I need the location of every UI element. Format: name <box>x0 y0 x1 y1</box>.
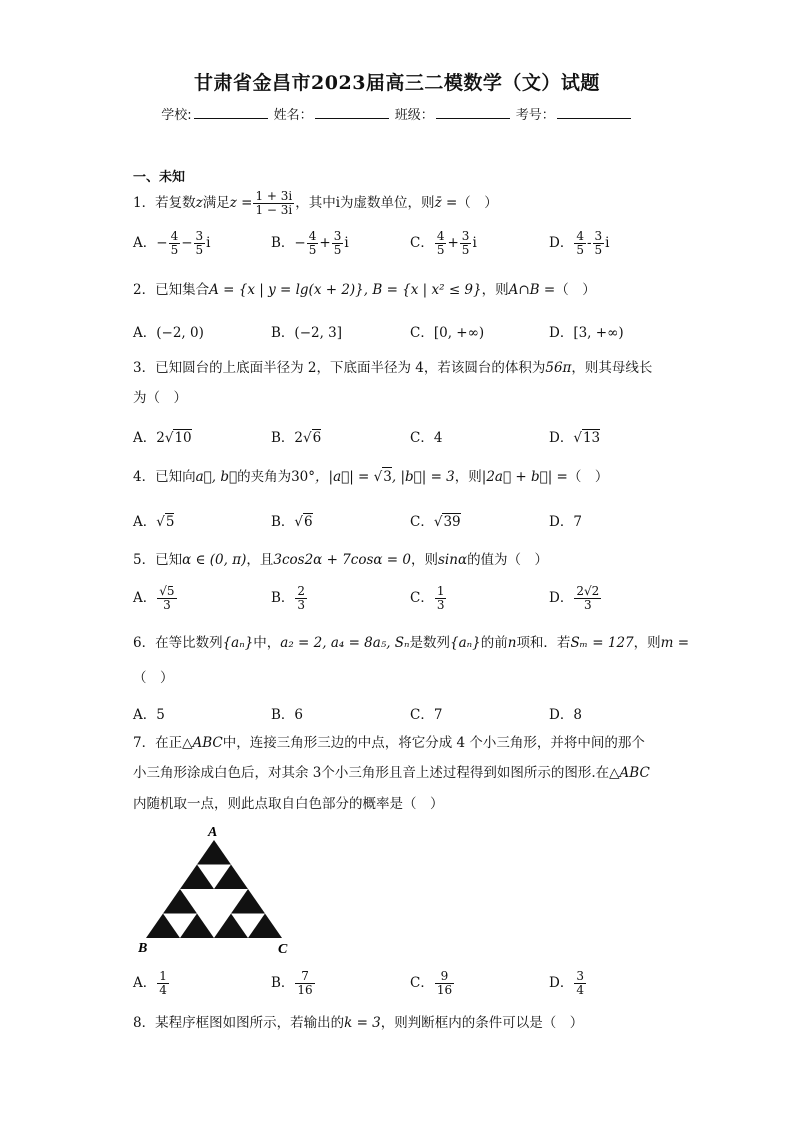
q1-denominator: 1 − 3i <box>255 203 293 217</box>
question-3-stem-line1: 3．已知圆台的上底面半径为 2，下底面半径为 4，若该圆台的体积为56π，则其母线长 <box>133 360 653 376</box>
q1-option-a[interactable]: A．− $\frac{4}{5}$ − $\frac{3}{5}$ i <box>133 229 211 257</box>
q7-option-d[interactable]: D． $\frac{3}{4}$ <box>549 969 584 997</box>
q1-option-d[interactable]: D． $\frac{4}{5}$ - $\frac{3}{5}$ i <box>549 229 610 257</box>
question-7-stem-line3: 内随机取一点，则此点取自白色部分的概率是（ ） <box>133 796 444 812</box>
q2-option-b[interactable]: B．(−2, 3] <box>271 325 343 341</box>
class-blank <box>436 106 510 119</box>
sierpinski-triangle-figure <box>138 824 298 956</box>
q5-option-c[interactable]: C． $\frac{1}{3}$ <box>410 584 445 612</box>
question-2-stem: 2．已知集合A = {x | y = lg(x + 2)}, B = {x | x² ≤ 9}，则A∩B =（ ） <box>133 282 596 298</box>
q3-option-c[interactable]: C．4 <box>410 430 443 446</box>
q2-option-c[interactable]: C．[0, +∞) <box>410 325 485 341</box>
q6-sm: Sₘ = 127 <box>570 635 634 651</box>
q6-option-b[interactable]: B．6 <box>271 707 304 723</box>
q1-eq: z = <box>229 195 253 211</box>
school-label: 学校: <box>161 108 192 123</box>
q5-equation: 3cos2α + 7cosα = 0 <box>273 552 411 568</box>
q5-option-d[interactable]: D． $\frac{2√2}{3}$ <box>549 584 600 612</box>
q1-fraction <box>253 190 294 217</box>
q4-option-a[interactable]: A．√5 <box>133 514 175 530</box>
question-7-stem-line2: 小三角形涂成白色后，对其余 3个小三角形且音上述过程得到如图所示的图形.在△ABC <box>133 765 650 781</box>
q3-option-d[interactable]: D．√13 <box>549 430 601 446</box>
q4-option-d[interactable]: D．7 <box>549 514 582 530</box>
q3-option-a[interactable]: A．2√10 <box>133 430 192 446</box>
question-4-stem: 4．已知向a⃗, b⃗的夹角为30°，|a⃗| = √3, |b⃗| = 3，则|2a⃗ + b⃗| =（ ） <box>133 469 609 485</box>
student-info-line <box>0 104 794 123</box>
q6-option-a[interactable]: A．5 <box>133 707 165 723</box>
q1-paren: （ ） <box>457 195 498 211</box>
q1-option-b[interactable]: B．− $\frac{4}{5}$ + $\frac{3}{5}$ i <box>271 229 349 257</box>
class-label: 班级： <box>394 108 434 123</box>
q1-text: ，其中i为虚数单位，则 <box>295 195 435 211</box>
q5-option-a[interactable]: A． $\frac{√5}{3}$ <box>133 584 175 612</box>
name-label: 姓名： <box>273 108 313 123</box>
question-1-stem <box>133 190 498 217</box>
q1-text: 满足 <box>202 195 230 211</box>
exam-no-label: 考号： <box>515 108 555 123</box>
q1-text: 1．若复数 <box>133 195 196 211</box>
q4-angle: 30° <box>291 469 316 485</box>
vertex-label-a: A <box>208 825 218 840</box>
question-7-stem-line1: 7．在正△ABC中，连接三角形三边的中点，将它分成 4 个小三角形，并将中间的那个 <box>133 735 645 751</box>
q2-set-a: A = {x | y = lg(x + 2)} <box>209 282 364 298</box>
school-blank <box>194 106 268 119</box>
question-6-stem: 6．在等比数列{aₙ}中，a₂ = 2, a₄ = 8a₅, Sₙ是数列{aₙ}的前n项和．若Sₘ = 127，则m = <box>133 635 690 651</box>
question-5-stem: 5．已知α ∈ (0, π)，且3cos2α + 7cosα = 0，则sinα的值为（ ） <box>133 552 549 568</box>
q6-condition: a₂ = 2, a₄ = 8a₅, Sₙ <box>280 635 410 651</box>
q2-option-a[interactable]: A．(−2, 0) <box>133 325 204 341</box>
q3-option-b[interactable]: B．2√6 <box>271 430 322 446</box>
q3-volume: 56π <box>545 360 572 376</box>
section-heading: 一、未知 <box>133 170 186 185</box>
q2-option-d[interactable]: D．[3, +∞) <box>549 325 624 341</box>
q4-option-c[interactable]: C．√39 <box>410 514 461 530</box>
q7-option-b[interactable]: B． $\frac{7}{16}$ <box>271 969 313 997</box>
question-6-stem-line2: （ ） <box>133 670 174 686</box>
q7-option-a[interactable]: A． $\frac{1}{4}$ <box>133 969 167 997</box>
name-blank <box>315 106 389 119</box>
vertex-label-b: B <box>138 941 148 956</box>
q5-target: sinα <box>438 552 468 568</box>
q2-expr: A∩B = <box>508 282 556 298</box>
q8-k: k = 3 <box>344 1015 381 1031</box>
q7-option-c[interactable]: C． $\frac{9}{16}$ <box>410 969 453 997</box>
q5-option-b[interactable]: B． $\frac{2}{3}$ <box>271 584 306 612</box>
q6-option-d[interactable]: D．8 <box>549 707 582 723</box>
q4-expr: |2a⃗ + b⃗| = <box>481 469 568 485</box>
q4-vectors: a⃗, b⃗ <box>195 469 238 485</box>
q2-set-b: , B = {x | x² ≤ 9} <box>363 282 482 298</box>
q4-option-b[interactable]: B．√6 <box>271 514 313 530</box>
q1-var: z <box>195 195 203 211</box>
exam-no-blank <box>557 106 631 119</box>
q5-condition: α ∈ (0, π) <box>182 552 247 568</box>
question-3-stem-line2: 为（ ） <box>133 390 187 406</box>
q1-zbar: z̄ = <box>434 195 458 211</box>
vertex-label-c: C <box>278 942 288 956</box>
q6-option-c[interactable]: C．7 <box>410 707 443 723</box>
page-title: 甘肃省金昌市2023届高三二模数学（文）试题 <box>194 72 600 94</box>
question-8-stem: 8．某程序框图如图所示，若输出的k = 3，则判断框内的条件可以是（ ） <box>133 1015 584 1031</box>
q1-option-c[interactable]: C． $\frac{4}{5}$ + $\frac{3}{5}$ i <box>410 229 477 257</box>
q1-numerator: 1 + 3i <box>255 189 293 203</box>
